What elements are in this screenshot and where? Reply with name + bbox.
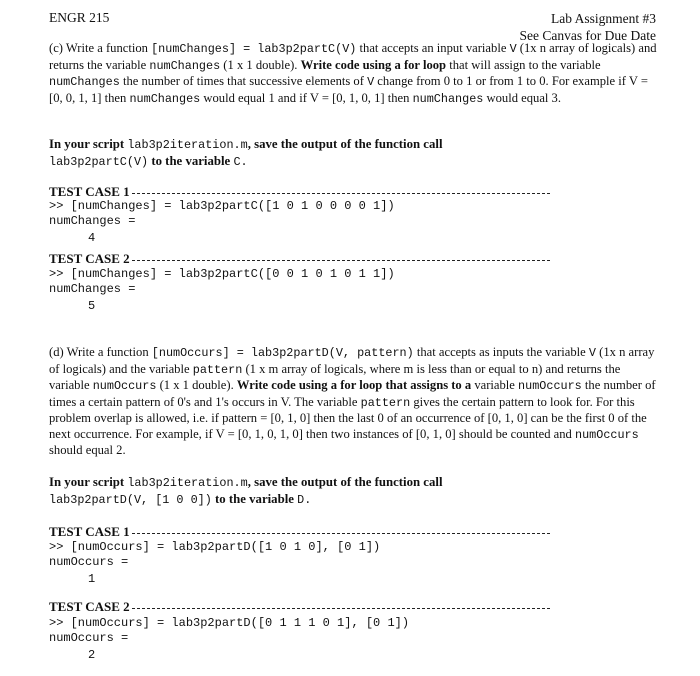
part-c-test-case-1-output-label: numChanges =: [49, 214, 136, 228]
part-d-save-instruction: In your script lab3p2iteration.m, save the output of the function call lab3p2partD(V, [1 0 0]) to the variable D.: [49, 475, 443, 507]
part-c-test-case-2-label: TEST CASE 2: [49, 251, 550, 267]
part-d-test-case-1-value: 1: [88, 572, 96, 586]
part-c-description: (c) Write a function [numChanges] = lab3p2partC(V) that accepts an input variable V (1x n array of logicals) and returns the variable numChanges (1 x 1 double). Write code using a for loop that will assign to the variable numChanges the number of times that successive elements of V change from 0 to 1 or from 1 to 0. For example if V = [0, 0, 1, 1] then numChanges would equal 1 and if V = [0, 1, 0, 1] then numChanges would equal 3.: [49, 41, 657, 106]
due-date-note: See Canvas for Due Date: [519, 28, 656, 43]
course-code: ENGR 215: [49, 10, 110, 25]
part-d-test-case-1-call: >> [numOccurs] = lab3p2partD([1 0 1 0], [0 1]): [49, 540, 381, 554]
part-d-test-case-1-label: TEST CASE 1: [49, 524, 550, 540]
part-c-test-case-2-value: 5: [88, 299, 96, 313]
part-d-test-case-2-output-label: numOccurs =: [49, 631, 129, 645]
assignment-title: Lab Assignment #3: [551, 11, 656, 26]
part-c-save-instruction: In your script lab3p2iteration.m, save the output of the function call lab3p2partC(V) to the variable C.: [49, 137, 443, 169]
part-c-test-case-1-value: 4: [88, 231, 96, 245]
part-c-test-case-1-call: >> [numChanges] = lab3p2partC([1 0 1 0 0 0 0 1]): [49, 199, 395, 213]
part-d-test-case-2-label: TEST CASE 2: [49, 599, 550, 615]
part-c-test-case-2-call: >> [numChanges] = lab3p2partC([0 0 1 0 1 0 1 1]): [49, 267, 395, 281]
part-d-description: (d) Write a function [numOccurs] = lab3p2partD(V, pattern) that accepts as inputs the variable V (1x n array of logicals) and the variable pattern (1 x m array of logicals, where m is less than or equal to n) and returns the variable numOccurs (1 x 1 double). Write code using a for loop that assigns to a variable numOccurs the number of times a certain pattern of 0's and 1's occurs in V. The variable pattern gives the certain pattern to look for. For this problem overlap is allowed, i.e. if pattern = [0, 1, 0] then the last 0 of an occurrence of [0, 1, 0] can be the first 0 of the next occurrence. For example, if V = [0, 1, 0, 1, 0] then two instances of [0, 1, 0] should be counted and numOccurs should equal 2.: [49, 345, 656, 457]
part-c-test-case-2-output-label: numChanges =: [49, 282, 136, 296]
part-d-test-case-1-output-label: numOccurs =: [49, 555, 129, 569]
assignment-header: [520, 10, 656, 44]
part-d-test-case-2-value: 2: [88, 648, 96, 662]
part-d-test-case-2-call: >> [numOccurs] = lab3p2partD([0 1 1 1 0 1], [0 1]): [49, 616, 410, 630]
part-c-test-case-1-label: TEST CASE 1: [49, 184, 550, 200]
